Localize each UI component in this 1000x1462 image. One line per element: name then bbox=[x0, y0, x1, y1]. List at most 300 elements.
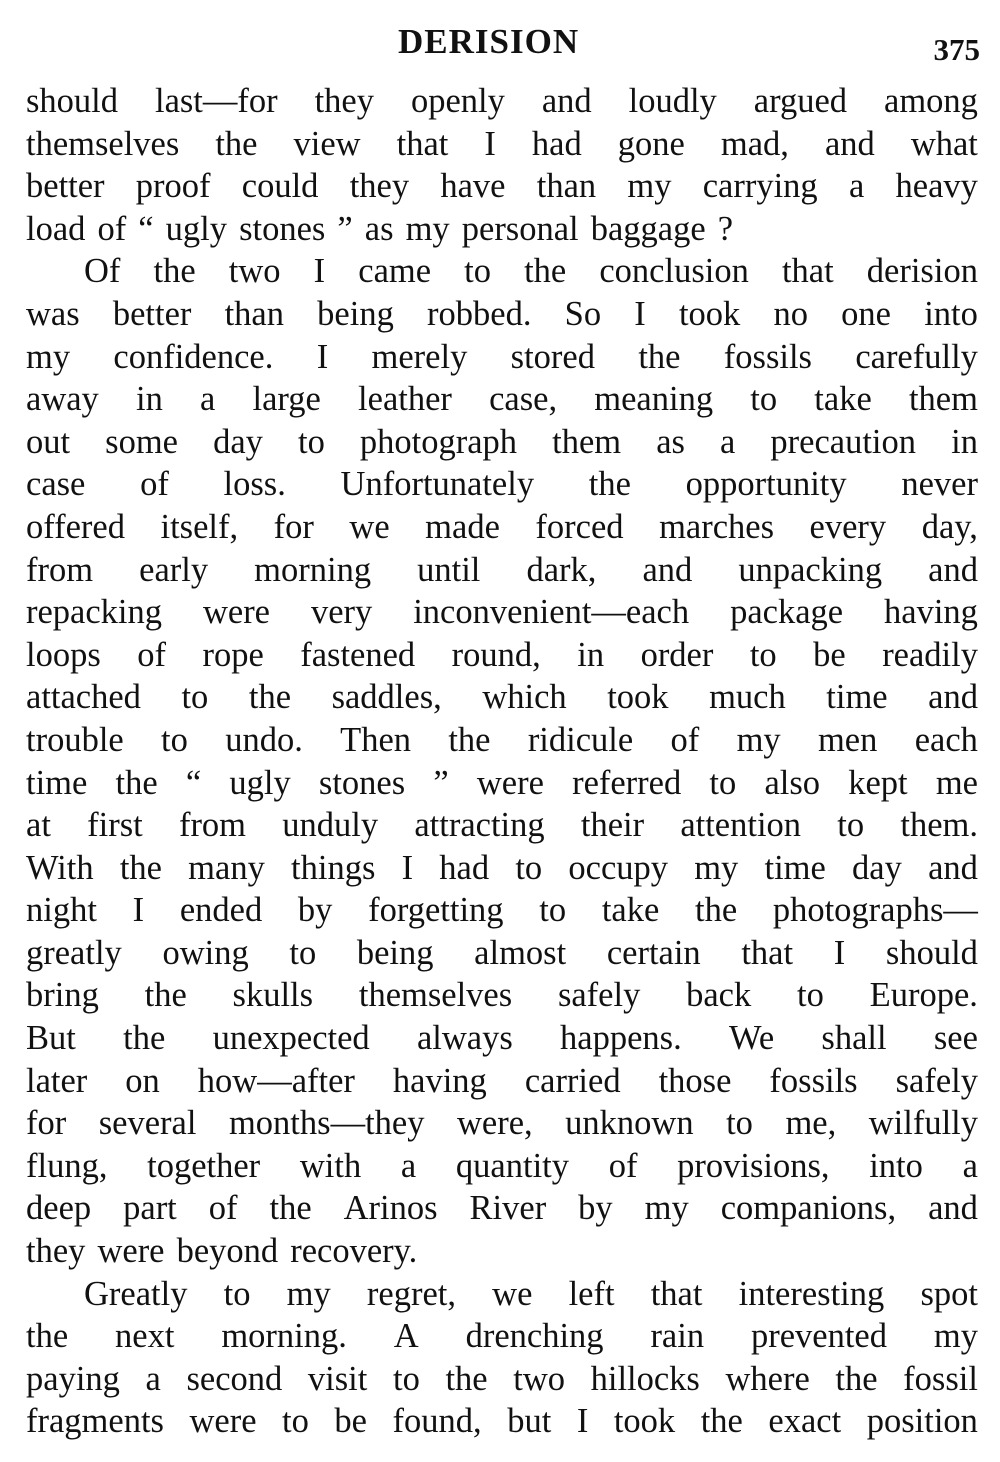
word: no bbox=[773, 294, 808, 333]
word: to bbox=[392, 1359, 420, 1398]
word: photograph bbox=[359, 422, 518, 461]
word: openly bbox=[410, 82, 505, 120]
word: time bbox=[764, 848, 826, 887]
word: I bbox=[401, 848, 414, 887]
word: have bbox=[440, 167, 506, 206]
word: precaution bbox=[770, 422, 917, 461]
text-line bbox=[26, 719, 978, 762]
word: of bbox=[97, 209, 127, 248]
word: time bbox=[826, 678, 888, 717]
word: deep bbox=[26, 1189, 92, 1228]
word: carefully bbox=[855, 337, 978, 376]
word: the bbox=[588, 465, 631, 504]
word: round, bbox=[451, 635, 541, 674]
word: bring bbox=[26, 976, 99, 1015]
text-line bbox=[26, 1060, 978, 1103]
word: one bbox=[841, 294, 891, 333]
word: Arinos bbox=[343, 1189, 438, 1228]
word: We bbox=[729, 1019, 775, 1058]
word: of bbox=[137, 635, 166, 674]
word: of bbox=[608, 1146, 638, 1185]
word: certain bbox=[606, 933, 701, 972]
text-line bbox=[26, 1102, 978, 1145]
word: undo. bbox=[225, 720, 303, 759]
word: to bbox=[464, 252, 491, 291]
word: beyond bbox=[176, 1232, 279, 1271]
word: took bbox=[678, 294, 741, 333]
word: forgetting bbox=[368, 891, 504, 930]
word: the bbox=[123, 1019, 166, 1058]
word: forced bbox=[535, 507, 624, 546]
word: in bbox=[135, 380, 163, 419]
word: the bbox=[835, 1359, 878, 1398]
word: repacking bbox=[26, 593, 163, 632]
word: take bbox=[814, 380, 872, 419]
word: fastened bbox=[300, 635, 416, 674]
word: hillocks bbox=[590, 1359, 700, 1398]
word: “ bbox=[185, 763, 202, 802]
word: things bbox=[291, 848, 376, 887]
word: was bbox=[26, 294, 80, 333]
text-line bbox=[26, 463, 978, 506]
text-line bbox=[26, 591, 978, 634]
word: should bbox=[26, 82, 119, 120]
word: kept bbox=[848, 763, 908, 802]
word: later bbox=[26, 1061, 88, 1100]
word: them bbox=[552, 422, 622, 461]
word: many bbox=[188, 848, 265, 887]
word: Greatly bbox=[84, 1274, 188, 1313]
word: for bbox=[26, 1104, 67, 1143]
text-line bbox=[26, 1230, 978, 1273]
word: we bbox=[492, 1274, 533, 1313]
word: ridicule bbox=[527, 720, 634, 759]
word: they bbox=[26, 1232, 86, 1271]
word: I bbox=[833, 933, 846, 972]
word: rain bbox=[650, 1317, 705, 1356]
word: position bbox=[866, 1402, 978, 1441]
word: loss. bbox=[223, 465, 286, 504]
word: night bbox=[26, 891, 97, 930]
word: day bbox=[852, 848, 902, 887]
body-text bbox=[26, 80, 978, 1443]
word: first bbox=[87, 806, 143, 845]
word: heavy bbox=[895, 167, 978, 206]
word: a bbox=[720, 422, 736, 461]
word: having bbox=[884, 593, 978, 632]
word: and bbox=[541, 82, 592, 120]
word: regret, bbox=[366, 1274, 456, 1313]
text-line bbox=[26, 80, 978, 123]
word: rope bbox=[202, 635, 264, 674]
word: they bbox=[314, 82, 374, 120]
word: with bbox=[299, 1146, 362, 1185]
word: than bbox=[224, 294, 284, 333]
word: skulls bbox=[232, 976, 314, 1015]
word: confidence. bbox=[113, 337, 274, 376]
word: as bbox=[656, 422, 685, 461]
word: should bbox=[885, 933, 978, 972]
word: readily bbox=[882, 635, 978, 674]
word: dark, bbox=[526, 550, 597, 589]
word: safely bbox=[557, 976, 641, 1015]
word: had bbox=[531, 124, 582, 163]
word: spot bbox=[920, 1274, 978, 1313]
word: their bbox=[580, 806, 645, 845]
word: I bbox=[313, 252, 326, 291]
word: than bbox=[536, 167, 597, 206]
word: offered bbox=[26, 507, 125, 546]
word: greatly bbox=[26, 933, 122, 972]
word: referred bbox=[572, 763, 682, 802]
word: left bbox=[568, 1274, 615, 1313]
word: conclusion bbox=[599, 252, 749, 291]
word: months—they bbox=[228, 1104, 425, 1143]
word: them. bbox=[900, 806, 978, 845]
word: themselves bbox=[358, 976, 513, 1015]
word: carrying bbox=[702, 167, 818, 206]
word: having bbox=[392, 1061, 487, 1100]
word: into bbox=[869, 1146, 923, 1185]
word: very bbox=[310, 593, 373, 632]
word: men bbox=[817, 720, 878, 759]
word: ended bbox=[179, 891, 263, 930]
word: that bbox=[396, 124, 449, 163]
word: photographs— bbox=[772, 891, 978, 930]
word: could bbox=[241, 167, 319, 206]
word: owing bbox=[162, 933, 249, 972]
word: the bbox=[524, 252, 567, 291]
word: gone bbox=[617, 124, 685, 163]
word: inconvenient—each bbox=[413, 593, 690, 632]
running-title: DERISION bbox=[398, 22, 580, 61]
word: into bbox=[924, 294, 978, 333]
word: day bbox=[213, 422, 263, 461]
word: be bbox=[813, 635, 846, 674]
word: package bbox=[730, 593, 844, 632]
word: away bbox=[26, 380, 99, 419]
word: to bbox=[297, 422, 325, 461]
word: to bbox=[161, 720, 188, 759]
word: the bbox=[215, 124, 258, 163]
word: recovery. bbox=[290, 1232, 418, 1271]
word: occupy bbox=[568, 848, 669, 887]
word: happens. bbox=[560, 1019, 682, 1058]
word: a bbox=[400, 1146, 417, 1185]
word: shall bbox=[821, 1019, 887, 1058]
word: were bbox=[202, 593, 270, 632]
word: morning bbox=[254, 550, 372, 589]
word: on bbox=[125, 1061, 160, 1100]
word: better bbox=[26, 167, 105, 206]
word: together bbox=[147, 1146, 261, 1185]
word: every bbox=[809, 507, 887, 546]
word: attention bbox=[680, 806, 802, 845]
word: made bbox=[425, 507, 500, 546]
word: Then bbox=[340, 720, 412, 759]
word: in bbox=[951, 422, 978, 461]
text-line bbox=[26, 889, 978, 932]
word: by bbox=[297, 891, 333, 930]
word: ugly bbox=[165, 209, 228, 248]
word: leather bbox=[358, 380, 452, 419]
word: the bbox=[115, 763, 158, 802]
word: always bbox=[416, 1019, 513, 1058]
word: almost bbox=[474, 933, 567, 972]
word: to bbox=[289, 933, 317, 972]
word: among bbox=[884, 82, 978, 120]
word: argued bbox=[753, 82, 848, 120]
word: personal bbox=[461, 209, 579, 248]
word: ” bbox=[433, 763, 449, 802]
word: also bbox=[764, 763, 821, 802]
word: two bbox=[513, 1359, 565, 1398]
word: my bbox=[694, 848, 739, 887]
word: that bbox=[741, 933, 794, 972]
text-line bbox=[26, 208, 978, 251]
word: River bbox=[469, 1189, 547, 1228]
word: the bbox=[248, 678, 292, 717]
word: were, bbox=[456, 1104, 533, 1143]
word: companions, bbox=[720, 1189, 897, 1228]
word: that bbox=[781, 252, 834, 291]
word: Of bbox=[84, 252, 121, 291]
word: but bbox=[507, 1402, 552, 1441]
word: until bbox=[417, 550, 481, 589]
word: my bbox=[286, 1274, 331, 1313]
word: in bbox=[577, 635, 605, 674]
word: the bbox=[448, 720, 491, 759]
word: exact bbox=[768, 1402, 842, 1441]
word: unknown bbox=[565, 1104, 694, 1143]
word: found, bbox=[392, 1402, 482, 1441]
word: the bbox=[700, 1402, 743, 1441]
word: loudly bbox=[628, 82, 717, 120]
word: stored bbox=[510, 337, 595, 376]
word: those bbox=[658, 1061, 732, 1100]
text-line bbox=[26, 165, 978, 208]
word: from bbox=[26, 550, 94, 589]
word: see bbox=[933, 1019, 978, 1058]
word: we bbox=[349, 507, 390, 546]
word: fossil bbox=[903, 1359, 978, 1398]
text-line bbox=[26, 506, 978, 549]
word: to bbox=[837, 806, 865, 845]
word: a bbox=[200, 380, 216, 419]
word: opportunity bbox=[685, 465, 847, 504]
word: to bbox=[539, 891, 567, 930]
word: paying bbox=[26, 1359, 120, 1398]
word: what bbox=[910, 124, 978, 163]
word: to bbox=[726, 1104, 753, 1143]
text-line bbox=[26, 1400, 978, 1443]
text-line bbox=[26, 762, 978, 805]
word: me bbox=[935, 763, 978, 802]
word: were bbox=[476, 763, 544, 802]
word: proof bbox=[135, 167, 211, 206]
word: to bbox=[181, 678, 209, 717]
word: had bbox=[439, 848, 490, 887]
text-line bbox=[26, 804, 978, 847]
word: trouble bbox=[26, 720, 124, 759]
word: I bbox=[316, 337, 329, 376]
word: to bbox=[515, 848, 543, 887]
word: “ bbox=[138, 209, 154, 248]
word: from bbox=[178, 806, 247, 845]
word: the bbox=[26, 1317, 69, 1356]
word: my bbox=[627, 167, 672, 206]
word: robbed. bbox=[427, 294, 532, 333]
word: I bbox=[634, 294, 646, 333]
text-line bbox=[26, 250, 978, 293]
word: I bbox=[484, 124, 496, 163]
word: meaning bbox=[594, 380, 714, 419]
word: I bbox=[576, 1402, 589, 1441]
word: part bbox=[123, 1189, 177, 1228]
word: they bbox=[349, 167, 410, 206]
word: fragments bbox=[26, 1402, 164, 1441]
word: flung, bbox=[26, 1146, 108, 1185]
word: case, bbox=[489, 380, 558, 419]
word: ” bbox=[337, 209, 353, 248]
text-line bbox=[26, 421, 978, 464]
word: of bbox=[670, 720, 700, 759]
word: to bbox=[750, 380, 778, 419]
word: for bbox=[273, 507, 314, 546]
text-line bbox=[26, 1273, 978, 1316]
word: and bbox=[642, 550, 693, 589]
text-line bbox=[26, 847, 978, 890]
word: carried bbox=[524, 1061, 621, 1100]
word: stones bbox=[318, 763, 406, 802]
word: merely bbox=[371, 337, 468, 376]
word: my bbox=[933, 1317, 978, 1356]
word: order bbox=[640, 635, 714, 674]
word: my bbox=[736, 720, 781, 759]
word: unpacking bbox=[738, 550, 883, 589]
word: each bbox=[914, 720, 978, 759]
word: early bbox=[139, 550, 209, 589]
word: morning. bbox=[221, 1317, 347, 1356]
text-line bbox=[26, 634, 978, 677]
word: several bbox=[98, 1104, 197, 1143]
word: to bbox=[223, 1274, 251, 1313]
text-line bbox=[26, 1145, 978, 1188]
word: better bbox=[112, 294, 192, 333]
word: which bbox=[482, 678, 567, 717]
word: how—after bbox=[197, 1061, 355, 1100]
word: to bbox=[749, 635, 777, 674]
word: interesting bbox=[738, 1274, 885, 1313]
text-line bbox=[26, 123, 978, 166]
word: came bbox=[358, 252, 432, 291]
word: visit bbox=[307, 1359, 368, 1398]
word: large bbox=[252, 380, 321, 419]
text-line bbox=[26, 336, 978, 379]
word: saddles, bbox=[331, 678, 442, 717]
word: wilfully bbox=[868, 1104, 978, 1143]
word: the bbox=[694, 891, 738, 930]
word: day, bbox=[921, 507, 978, 546]
text-line bbox=[26, 549, 978, 592]
word: I bbox=[132, 891, 145, 930]
word: never bbox=[901, 465, 978, 504]
text-line bbox=[26, 974, 978, 1017]
word: were bbox=[97, 1232, 165, 1271]
word: me, bbox=[785, 1104, 837, 1143]
word: unduly bbox=[282, 806, 379, 845]
word: drenching bbox=[465, 1317, 604, 1356]
word: by bbox=[578, 1189, 613, 1228]
word: the bbox=[144, 976, 187, 1015]
word: ugly bbox=[229, 763, 291, 802]
word: a bbox=[848, 167, 865, 206]
word: took bbox=[613, 1402, 676, 1441]
word: my bbox=[26, 337, 71, 376]
word: back bbox=[686, 976, 752, 1015]
word: stones bbox=[239, 209, 326, 248]
word: to bbox=[797, 976, 824, 1015]
word: fossils bbox=[769, 1061, 858, 1100]
word: mad, bbox=[720, 124, 789, 163]
word: Unfortunately bbox=[340, 465, 535, 504]
word: to bbox=[282, 1402, 309, 1441]
text-line bbox=[26, 676, 978, 719]
word: loops bbox=[26, 635, 101, 674]
word: ? bbox=[717, 209, 734, 248]
word: be bbox=[334, 1402, 367, 1441]
word: being bbox=[356, 933, 434, 972]
word: of bbox=[208, 1189, 238, 1228]
word: unexpected bbox=[212, 1019, 370, 1058]
word: attached bbox=[26, 678, 141, 717]
text-line bbox=[26, 1187, 978, 1230]
word: marches bbox=[659, 507, 775, 546]
word: a bbox=[962, 1146, 978, 1185]
word: second bbox=[186, 1359, 283, 1398]
word: two bbox=[228, 252, 281, 291]
word: attracting bbox=[414, 806, 545, 845]
word: quantity bbox=[455, 1146, 569, 1185]
word: a bbox=[145, 1359, 161, 1398]
text-line bbox=[26, 1315, 978, 1358]
word: the bbox=[445, 1359, 488, 1398]
running-head bbox=[0, 22, 1000, 67]
word: itself, bbox=[160, 507, 239, 546]
word: of bbox=[140, 465, 169, 504]
word: safely bbox=[895, 1061, 978, 1100]
text-line bbox=[26, 293, 978, 336]
word: some bbox=[105, 422, 178, 461]
word: the bbox=[269, 1189, 312, 1228]
word: prevented bbox=[750, 1317, 887, 1356]
word: last—for bbox=[154, 82, 278, 120]
word: provisions, bbox=[677, 1146, 830, 1185]
word: at bbox=[26, 806, 51, 845]
word: But bbox=[26, 1019, 76, 1058]
word: load bbox=[26, 209, 86, 248]
word: out bbox=[26, 422, 71, 461]
word: and bbox=[928, 848, 978, 887]
word: my bbox=[644, 1189, 689, 1228]
word: the bbox=[153, 252, 196, 291]
text-line bbox=[26, 932, 978, 975]
word: and bbox=[824, 124, 875, 163]
word: and bbox=[928, 1189, 978, 1228]
word: were bbox=[189, 1402, 257, 1441]
word: view bbox=[293, 124, 361, 163]
word: fossils bbox=[723, 337, 812, 376]
